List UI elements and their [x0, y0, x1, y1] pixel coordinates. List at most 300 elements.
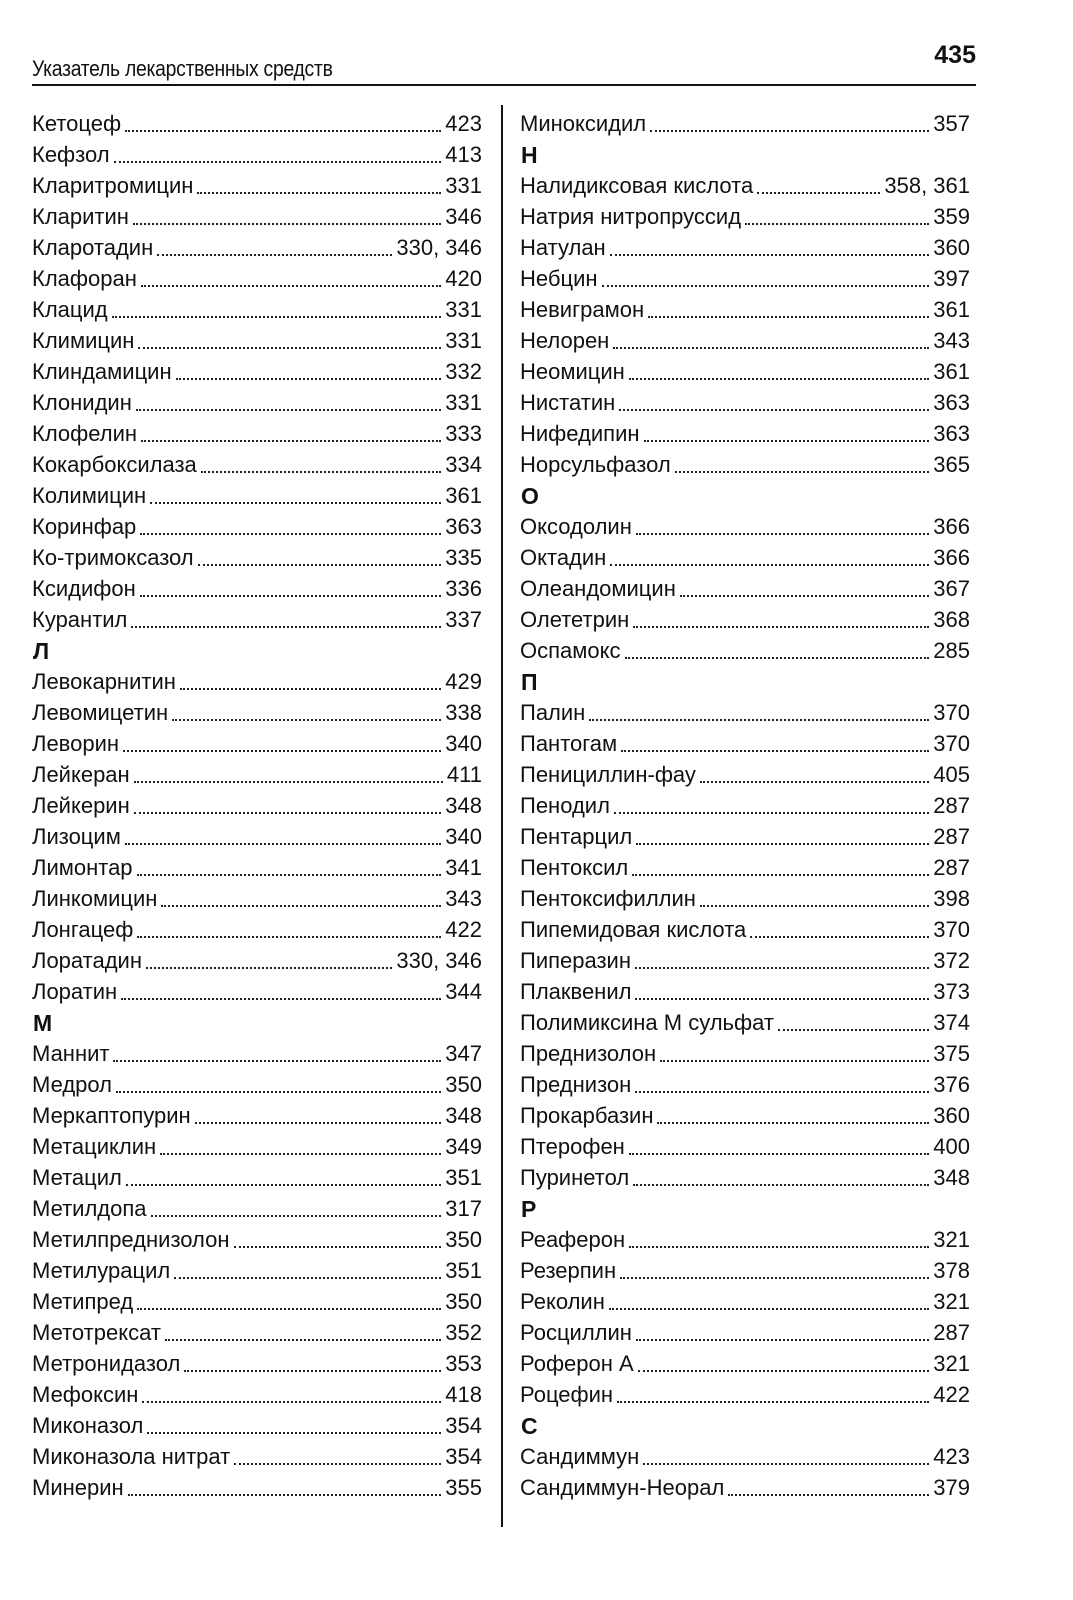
dot-leader — [602, 285, 930, 287]
index-entry — [32, 757, 482, 788]
index-entry — [32, 1222, 482, 1253]
dot-leader — [114, 161, 442, 163]
dot-leader — [184, 1370, 441, 1372]
page-reference: 375 — [933, 1041, 970, 1066]
drug-name: Метацил — [32, 1165, 122, 1190]
page-reference: 317 — [445, 1196, 482, 1221]
index-entry — [520, 571, 970, 602]
page-reference: 363 — [933, 390, 970, 415]
index-entry — [32, 788, 482, 819]
index-entry — [520, 1346, 970, 1377]
drug-name: Лонгацеф — [32, 917, 134, 942]
dot-leader — [234, 1463, 441, 1465]
page-reference: 363 — [933, 421, 970, 446]
index-entry — [32, 850, 482, 881]
page-reference: 332 — [445, 359, 482, 384]
drug-name: Минерин — [32, 1475, 124, 1500]
index-entry — [32, 1036, 482, 1067]
dot-leader — [146, 967, 392, 969]
page-reference: 429 — [445, 669, 482, 694]
drug-name: Метотрексат — [32, 1320, 161, 1345]
page-reference: 370 — [933, 731, 970, 756]
dot-leader — [157, 254, 392, 256]
dot-leader — [629, 378, 929, 380]
index-entry — [520, 602, 970, 633]
index-entry — [32, 943, 482, 974]
drug-name: Нифедипин — [520, 421, 640, 446]
index-entry — [32, 1253, 482, 1284]
dot-leader — [635, 998, 929, 1000]
dot-leader — [625, 657, 930, 659]
drug-name: Нелорен — [520, 328, 610, 353]
drug-name: Прокарбазин — [520, 1103, 654, 1128]
index-entry — [32, 881, 482, 912]
dot-leader — [635, 1091, 929, 1093]
index-entry — [32, 1408, 482, 1439]
dot-leader — [638, 1370, 930, 1372]
page-reference: 287 — [933, 824, 970, 849]
index-entry — [520, 695, 970, 726]
index-entry — [32, 726, 482, 757]
section-letter-text: Л — [33, 638, 50, 664]
index-entry — [520, 199, 970, 230]
drug-name: Кларитин — [32, 204, 129, 229]
index-entry — [32, 602, 482, 633]
page-reference: 348 — [445, 1103, 482, 1128]
dot-leader — [174, 1277, 441, 1279]
page-reference: 357 — [933, 111, 970, 136]
drug-name: Лимонтар — [32, 855, 133, 880]
dot-leader — [621, 750, 929, 752]
page-reference: 331 — [445, 328, 482, 353]
drug-name: Метилпреднизолон — [32, 1227, 230, 1252]
dot-leader — [778, 1029, 929, 1031]
index-entry — [32, 447, 482, 478]
index-entry — [520, 354, 970, 385]
drug-name: Небцин — [520, 266, 598, 291]
page-reference: 405 — [933, 762, 970, 787]
index-entry — [520, 633, 970, 664]
drug-name: Кларотадин — [32, 235, 154, 260]
index-entry — [32, 1160, 482, 1191]
page-reference: 400 — [933, 1134, 970, 1159]
dot-leader — [180, 688, 441, 690]
drug-name: Метипред — [32, 1289, 134, 1314]
page-reference: 353 — [445, 1351, 482, 1376]
dot-leader — [648, 316, 929, 318]
page-reference: 360 — [933, 235, 970, 260]
page-reference: 348 — [445, 793, 482, 818]
index-entry — [32, 1284, 482, 1315]
drug-name: Сандиммун — [520, 1444, 640, 1469]
dot-leader — [172, 719, 441, 721]
drug-name: Пантогам — [520, 731, 618, 756]
drug-name: Миконазол — [32, 1413, 144, 1438]
page-reference: 418 — [445, 1382, 482, 1407]
dot-leader — [609, 1308, 929, 1310]
dot-leader — [234, 1246, 442, 1248]
drug-name: Сандиммун-Неорал — [520, 1475, 725, 1500]
section-letter — [520, 1191, 970, 1222]
drug-name: Клофелин — [32, 421, 138, 446]
index-entry — [520, 416, 970, 447]
page-reference: 354 — [445, 1413, 482, 1438]
drug-name: Линкомицин — [32, 886, 158, 911]
page-reference: 350 — [445, 1072, 482, 1097]
drug-name: Курантил — [32, 607, 128, 632]
drug-name: Пенициллин-фау — [520, 762, 696, 787]
section-letter-text: О — [521, 483, 539, 509]
drug-name: Кларитромицин — [32, 173, 194, 198]
index-entry — [32, 1067, 482, 1098]
dot-leader — [141, 285, 441, 287]
dot-leader — [126, 1184, 441, 1186]
index-entry — [32, 416, 482, 447]
section-letter-text: П — [521, 669, 538, 695]
dot-leader — [161, 905, 441, 907]
index-entry — [520, 788, 970, 819]
dot-leader — [198, 564, 442, 566]
page-reference: 350 — [445, 1289, 482, 1314]
drug-name: Преднизолон — [520, 1041, 657, 1066]
index-entry — [32, 230, 482, 261]
dot-leader — [700, 905, 929, 907]
dot-leader — [197, 192, 441, 194]
column-divider — [501, 105, 503, 1527]
index-entry — [520, 1005, 970, 1036]
drug-name: Кокарбоксилаза — [32, 452, 197, 477]
section-letter-text: М — [33, 1010, 53, 1036]
page-reference: 340 — [445, 824, 482, 849]
index-entry — [520, 974, 970, 1005]
dot-leader — [137, 936, 441, 938]
index-entry — [520, 757, 970, 788]
page-reference: 420 — [445, 266, 482, 291]
page-reference: 331 — [445, 390, 482, 415]
page-reference: 343 — [933, 328, 970, 353]
page-reference: 372 — [933, 948, 970, 973]
page-reference: 374 — [933, 1010, 970, 1035]
drug-name: Кетоцеф — [32, 111, 122, 136]
index-entry — [520, 1067, 970, 1098]
page-reference: 335 — [445, 545, 482, 570]
index-entry — [32, 974, 482, 1005]
page-reference: 378 — [933, 1258, 970, 1283]
index-entry — [32, 1129, 482, 1160]
index-entry — [520, 943, 970, 974]
drug-name: Преднизон — [520, 1072, 632, 1097]
drug-name: Мефоксин — [32, 1382, 139, 1407]
page-reference: 361 — [933, 359, 970, 384]
page-reference: 340 — [445, 731, 482, 756]
drug-name: Росциллин — [520, 1320, 632, 1345]
page-reference: 333 — [445, 421, 482, 446]
dot-leader — [112, 316, 442, 318]
page-reference: 352 — [445, 1320, 482, 1345]
drug-name: Метациклин — [32, 1134, 157, 1159]
drug-name: Клацид — [32, 297, 108, 322]
index-entry — [32, 695, 482, 726]
index-entry — [32, 664, 482, 695]
index-entry — [32, 137, 482, 168]
dot-leader — [614, 812, 929, 814]
drug-name: Неомицин — [520, 359, 625, 384]
index-entry — [32, 1377, 482, 1408]
page-reference: 367 — [933, 576, 970, 601]
page-reference: 287 — [933, 1320, 970, 1345]
dot-leader — [745, 223, 929, 225]
drug-name: Роцефин — [520, 1382, 614, 1407]
section-letter — [520, 137, 970, 168]
page-reference: 368 — [933, 607, 970, 632]
dot-leader — [629, 1153, 929, 1155]
drug-name: Полимиксина М сульфат — [520, 1010, 774, 1035]
page-reference: 351 — [445, 1165, 482, 1190]
dot-leader — [636, 1339, 929, 1341]
page-reference: 370 — [933, 700, 970, 725]
page-reference: 370 — [933, 917, 970, 942]
index-entry — [32, 385, 482, 416]
page-reference: 355 — [445, 1475, 482, 1500]
dot-leader — [635, 967, 929, 969]
index-entry — [520, 447, 970, 478]
page-reference: 422 — [933, 1382, 970, 1407]
page-reference: 360 — [933, 1103, 970, 1128]
page-reference: 347 — [445, 1041, 482, 1066]
section-letter — [32, 633, 482, 664]
drug-name: Леворин — [32, 731, 120, 756]
dot-leader — [121, 998, 441, 1000]
page-reference: 330, 346 — [396, 948, 482, 973]
index-entry — [520, 726, 970, 757]
drug-name: Медрол — [32, 1072, 112, 1097]
index-entry — [520, 819, 970, 850]
page-reference: 423 — [933, 1444, 970, 1469]
drug-name: Натрия нитропруссид — [520, 204, 742, 229]
dot-leader — [589, 719, 929, 721]
drug-name: Палин — [520, 700, 586, 725]
drug-name: Налидиксовая кислота — [520, 173, 754, 198]
index-entry — [32, 1191, 482, 1222]
dot-leader — [757, 192, 880, 194]
index-entry — [520, 1036, 970, 1067]
dot-leader — [150, 502, 441, 504]
page-reference: 376 — [933, 1072, 970, 1097]
section-letter-text: С — [521, 1413, 538, 1439]
index-entry — [32, 1439, 482, 1470]
dot-leader — [613, 347, 929, 349]
index-entry — [520, 1222, 970, 1253]
drug-name: Лоратадин — [32, 948, 142, 973]
index-entry — [520, 850, 970, 881]
page-reference: 351 — [445, 1258, 482, 1283]
dot-leader — [650, 130, 929, 132]
page-reference: 398 — [933, 886, 970, 911]
drug-name: Ко-тримоксазол — [32, 545, 194, 570]
index-entry — [520, 1284, 970, 1315]
index-entry — [32, 1315, 482, 1346]
drug-name: Реколин — [520, 1289, 605, 1314]
dot-leader — [136, 409, 441, 411]
dot-leader — [176, 378, 442, 380]
dot-leader — [123, 750, 441, 752]
page-reference: 287 — [933, 793, 970, 818]
page-header — [32, 32, 976, 86]
drug-name: Пентарцил — [520, 824, 633, 849]
dot-leader — [629, 1246, 929, 1248]
index-entry — [32, 540, 482, 571]
running-title: Указатель лекарственных средств — [32, 56, 333, 81]
dot-leader — [131, 626, 441, 628]
page-reference: 321 — [933, 1351, 970, 1376]
index-entry — [520, 1377, 970, 1408]
page-reference: 423 — [445, 111, 482, 136]
dot-leader — [165, 1339, 441, 1341]
drug-name: Лоратин — [32, 979, 118, 1004]
dot-leader — [657, 1122, 929, 1124]
dot-leader — [116, 1091, 441, 1093]
dot-leader — [660, 1060, 929, 1062]
drug-name: Реаферон — [520, 1227, 626, 1252]
page-reference: 337 — [445, 607, 482, 632]
drug-name: Пуринетол — [520, 1165, 630, 1190]
drug-name: Левомицетин — [32, 700, 169, 725]
dot-leader — [137, 874, 442, 876]
dot-leader — [680, 595, 929, 597]
index-entry — [520, 106, 970, 137]
dot-leader — [643, 1463, 929, 1465]
drug-name: Олететрин — [520, 607, 630, 632]
page-reference: 336 — [445, 576, 482, 601]
drug-name: Оксодолин — [520, 514, 632, 539]
index-entry — [32, 323, 482, 354]
dot-leader — [610, 254, 930, 256]
drug-name: Миноксидил — [520, 111, 647, 136]
drug-name: Роферон А — [520, 1351, 634, 1376]
drug-name: Пиперазин — [520, 948, 631, 973]
dot-leader — [675, 471, 930, 473]
page-reference: 361 — [445, 483, 482, 508]
dot-leader — [632, 874, 929, 876]
index-entry — [520, 1129, 970, 1160]
index-entry — [520, 881, 970, 912]
drug-name: Метилурацил — [32, 1258, 171, 1283]
page-reference: 350 — [445, 1227, 482, 1252]
page-reference: 361 — [933, 297, 970, 322]
index-column-right — [520, 106, 970, 1501]
dot-leader — [619, 409, 929, 411]
page-reference: 348 — [933, 1165, 970, 1190]
page-reference: 422 — [445, 917, 482, 942]
page-reference: 365 — [933, 452, 970, 477]
drug-name: Миконазола нитрат — [32, 1444, 231, 1469]
index-entry — [520, 323, 970, 354]
page-reference: 321 — [933, 1289, 970, 1314]
page-reference: 334 — [445, 452, 482, 477]
index-entry — [520, 292, 970, 323]
dot-leader — [134, 812, 442, 814]
index-entry — [32, 354, 482, 385]
index-entry — [520, 230, 970, 261]
drug-name: Лизоцим — [32, 824, 121, 849]
page-reference: 349 — [445, 1134, 482, 1159]
index-entry — [520, 1439, 970, 1470]
index-entry — [520, 1160, 970, 1191]
index-entry — [32, 168, 482, 199]
index-entry — [520, 1315, 970, 1346]
section-letter — [520, 664, 970, 695]
page-reference: 354 — [445, 1444, 482, 1469]
drug-name: Октадин — [520, 545, 607, 570]
dot-leader — [636, 533, 929, 535]
page-reference: 343 — [445, 886, 482, 911]
drug-name: Пентоксифиллин — [520, 886, 696, 911]
page-reference: 338 — [445, 700, 482, 725]
drug-name: Плаквенил — [520, 979, 632, 1004]
page-reference: 366 — [933, 514, 970, 539]
dot-leader — [133, 223, 441, 225]
drug-name: Олеандомицин — [520, 576, 676, 601]
page-reference: 397 — [933, 266, 970, 291]
index-entry — [520, 1253, 970, 1284]
drug-name: Норсульфазол — [520, 452, 671, 477]
dot-leader — [160, 1153, 441, 1155]
drug-name: Клиндамицин — [32, 359, 172, 384]
index-entry — [520, 261, 970, 292]
index-column-left — [32, 106, 482, 1501]
drug-name: Метилдопа — [32, 1196, 147, 1221]
dot-leader — [142, 1401, 441, 1403]
dot-leader — [141, 440, 441, 442]
page-reference: 331 — [445, 297, 482, 322]
dot-leader — [636, 843, 929, 845]
page-reference: 341 — [445, 855, 482, 880]
drug-name: Пенодил — [520, 793, 610, 818]
dot-leader — [128, 1494, 442, 1496]
index-entry — [32, 261, 482, 292]
index-entry — [520, 540, 970, 571]
dot-leader — [633, 626, 929, 628]
index-entry — [520, 1470, 970, 1501]
drug-name: Лейкеран — [32, 762, 130, 787]
index-entry — [32, 509, 482, 540]
section-letter — [520, 478, 970, 509]
dot-leader — [137, 1308, 441, 1310]
drug-name: Ксидифон — [32, 576, 136, 601]
index-entry — [32, 1098, 482, 1129]
dot-leader — [151, 1215, 442, 1217]
dot-leader — [644, 440, 930, 442]
dot-leader — [620, 1277, 929, 1279]
index-entry — [32, 106, 482, 137]
page-reference: 411 — [446, 762, 482, 787]
page-reference: 331 — [445, 173, 482, 198]
dot-leader — [201, 471, 442, 473]
drug-name: Метронидазол — [32, 1351, 181, 1376]
dot-leader — [140, 595, 442, 597]
drug-name: Резерпин — [520, 1258, 617, 1283]
dot-leader — [617, 1401, 929, 1403]
index-entry — [520, 912, 970, 943]
page-reference: 366 — [933, 545, 970, 570]
index-entry — [32, 571, 482, 602]
drug-name: Невиграмон — [520, 297, 645, 322]
drug-name: Лейкерин — [32, 793, 130, 818]
index-entry — [32, 478, 482, 509]
page-number: 435 — [934, 41, 976, 69]
dot-leader — [113, 1060, 441, 1062]
dot-leader — [125, 130, 441, 132]
